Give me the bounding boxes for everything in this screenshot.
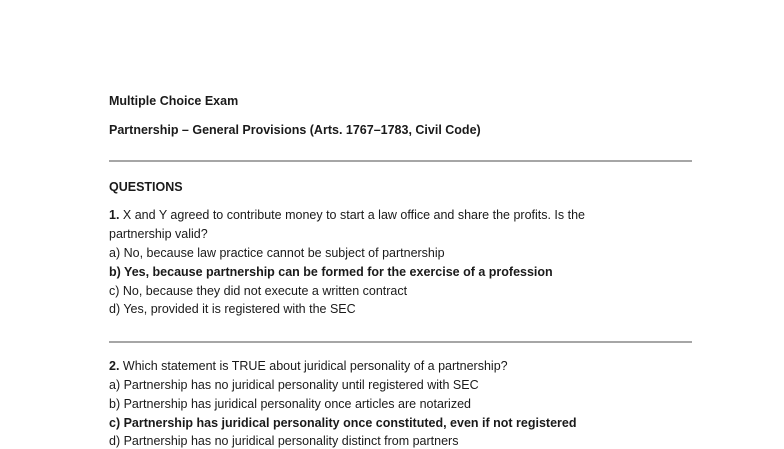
question-number: 2. [109,359,120,373]
exam-subtitle: Partnership – General Provisions (Arts. 1767–1783, Civil Code) [109,123,481,137]
questions-heading: QUESTIONS [109,180,183,194]
question-2-option-d: d) Partnership has no juridical personality distinct from partners [109,434,459,448]
question-2-stem [109,359,508,374]
exam-title: Multiple Choice Exam [109,94,239,108]
question-1-stem-continued: partnership valid? [109,227,208,241]
question-2-option-c: c) Partnership has juridical personality once constituted, even if not registered [109,416,577,430]
question-divider [109,341,692,343]
question-text: X and Y agreed to contribute money to start a law office and share the profits. Is the [122,208,586,222]
question-1-option-a: a) No, because law practice cannot be subject of partnership [109,246,445,260]
section-divider [109,160,692,162]
question-number: 1. [109,208,120,222]
question-2-option-a: a) Partnership has no juridical personality until registered with SEC [109,378,479,392]
question-1-option-b: b) Yes, because partnership can be formed for the exercise of a profession [109,265,553,279]
question-1-stem [109,208,585,223]
question-2-option-b: b) Partnership has juridical personality once articles are notarized [109,397,471,411]
question-text: Which statement is TRUE about juridical personality of a partnership? [122,359,508,373]
question-1-option-c: c) No, because they did not execute a written contract [109,284,408,298]
question-1-option-d: d) Yes, provided it is registered with the SEC [109,302,356,316]
